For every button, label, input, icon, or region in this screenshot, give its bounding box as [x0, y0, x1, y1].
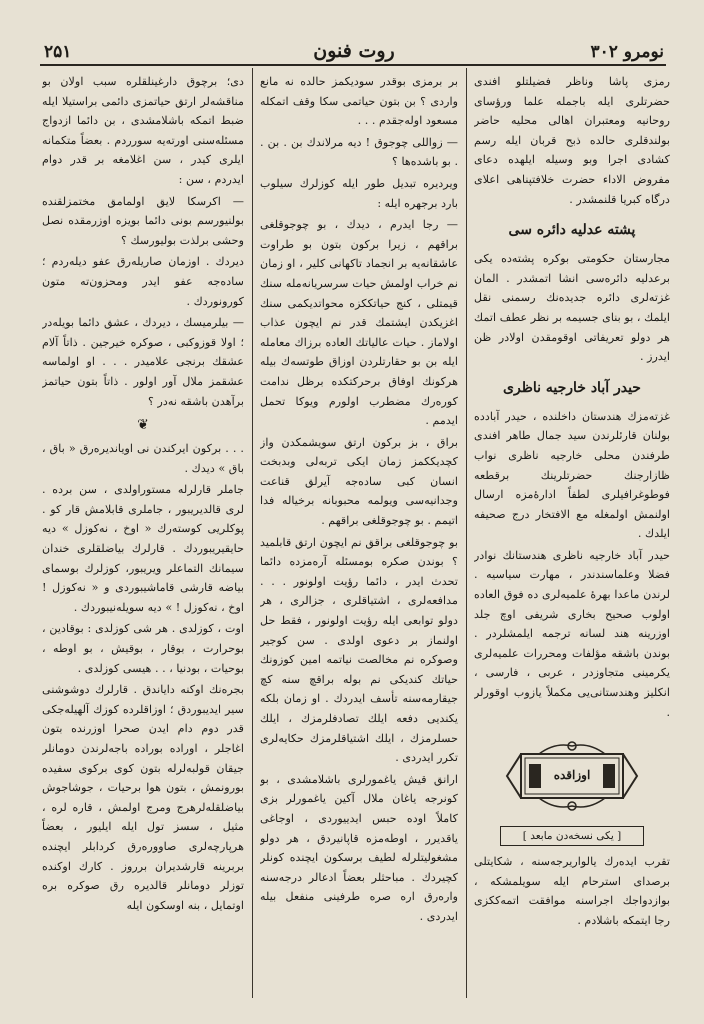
- column-right: [474, 72, 670, 1002]
- paragraph: . . . برکون ایرکندن نی اویاندیرەرق « باق ، باق » دیدك .: [42, 442, 244, 475]
- paragraph: بر برمزی بوقدر سودیکمز حالده نه مانع واردی ؟ بن بتون حیاتمی سکا وقف اتمکله مسعود اوله‌جقدم . . .: [260, 75, 458, 128]
- paragraph: — بیلرمیسك ، دیردك ، عشق دائما بویله‌در ؛ اولا قوزوکبی ، صوکره خیرجین . ذاتاً آلام عشقك برنجی علامیدر . . . او اولماسه عشقمز ملال آور اولور . ذاتاً بتون حیاتمز برآهدن باشقه نه‌در ؟: [42, 316, 244, 408]
- paragraph: مجارستان حکومتی بوکره پشته‌ده یکی برعدلیه دائره‌سی انشا اتمشدر . المان غزته‌لری دائره جدیده‌نك رسمنی نقل ایلمك ، بو بنای جسیمه بر نظر عطف اتمك هر دولو تعریفاتی اوقومقدن اولادر ظن ایدرز .: [474, 252, 670, 364]
- paragraph: ارانق قیش یاغمورلری باشلامشدی ، بو کونرجه یاغان ملال آکین یاغمورلر بزی کاملاً اوده حبس ایدییوردی ، اوجاغی یاقدیرر ، اوطه‌مزه قاپانیردق ، هر دولو مشغولیتلرله لطیف برسکون ایچنده کونلر کچیردك . مباحثلر بعضاً ادعالر درجه‌سنه وارەرق اره صره طرفینی منفعل بیله ایدردی .: [260, 772, 458, 923]
- paragraph: جاملر قارلرله مستوراولدی ، سن برده . لری قالدیریبور ، جاملری قابلامش قار کو . پوکلریی کوستەرك « اوخ ، نه‌کوزل » دیه حایقیریبوردك . قارلرك بیاضلقلری خندان سیمانك التماعلر ویریبور، کوزلرك بوسمای بیاضه قارشی قاماشیبوردی و « نه‌کوزل ! اوخ ، نه‌کوزل ! » دیه سویلەنیبوردك .: [42, 483, 244, 614]
- paragraph: غزته‌مزك هندستان داخلنده ، حیدر آبادده بولنان قارئلرندن سید جمال طاهر افندی طرفندن محلی خارجیه ناظری نواب ظازارجنك حضرتلرینك برقطعه فوطوغرافیلری لطفاً ادارهٔ‌مزه ارسال اولنمش اولمغله مع الافتخار درج صحیفه ایلدك .: [474, 409, 670, 541]
- section-heading: پشته عدلیه دائره سی: [508, 222, 636, 239]
- section-separator-icon: ❦: [137, 417, 149, 434]
- column-middle: [260, 72, 458, 1002]
- section-heading: حیدر آباد خارجیه ناظری: [503, 379, 641, 396]
- header-rule: [40, 64, 666, 66]
- paragraph: تقرب ایدەرك یالواریرجه‌سنه ، شكايتلى برصدای استرحام ایله سویلمشكه ، بوازدواجك اجراسنه موافقت اتمەككزی رجا ایتمكه باشلادم .: [474, 855, 670, 927]
- paragraph: رمزی پاشا وناظر فضیلتلو افندی حضرتلری ایله باجمله علما ورؤسای روحانیه ومعتبران اهالی محلیه حاضر بولندقلری حالده ذبح قربان ایله رسم کشادی اجرا وبو وسیله ایلهده دعای مفروض الاداء حضرت خلافتپناهی اعلای درگاه کبریا قلنمشدر .: [474, 75, 670, 206]
- page-number: ۲۵۱: [44, 42, 72, 62]
- paragraph: بجره‌نك اوکنه دایاندق . قارلرك دوشوشنی سیر ایدیبوردق ؛ اوزاقلرده کوزك آلهیلەجکی قدر دوم دام ایدن صحرا اوزرنده بتون اغاجلر ، اوراده بوراده باجه‌لرندن دومانلر جیقان قولبه‌لرله بتون کوی برکوی سفیده بورونمش ، بتون هوا برحیات ، جوشاجوش بیاضلقله‌لرهرج ومرج اولمش ، قاره لرە ، مثیل ، سسز تول ایله ایلیور ، بعضاً هر‌پارچه‌لری صاووره‌رق کردابلر ایچنده بربرینه قارشدیران برروز . کارك اوکنده توزلر دومانلر قالدیره رق صوکره بره اوتمایل ، بنه اوسکون ایله: [42, 683, 244, 912]
- paragraph: دیردك . اوزمان صاریلەرق عفو دیلەردم ؛ ساده‌جه عفو ایدر ومحزون‌ته متون کورونوردك .: [42, 255, 244, 308]
- issue-number: نومرو ۳۰۲: [590, 42, 664, 62]
- boxed-note: [ یکی نسخه‌دن مابعد ]: [500, 826, 644, 846]
- column-divider-right: [466, 68, 467, 998]
- paragraph: — زواللی چوجوق ! دیه مرلاندك بن . بن . . بو باشده‌ها ؟: [260, 135, 458, 169]
- paragraph: براق ، بز برکون ارتق سویشمکدن واز کچدیککمز زمان ایکی تربه‌لی وبدبخت انسان کبی ساده‌جه آیرلق قناعت وجدانیه‌سی ویولمه محبوبانه برخیاله فدا اتیمم . بو چوجوقلغی براقهم .: [260, 435, 458, 528]
- column-left: [42, 72, 244, 1002]
- publication-title: روت فنون: [313, 40, 395, 62]
- paragraph: — اکرسکا لایق اولمامق مختمزلقنده بولنیورسم بونی دائما بویزه اوزرمقده نصل وحشی برلذت بولیورسك ؟: [42, 194, 244, 247]
- ornament-title: اوزاقده: [553, 768, 591, 783]
- paragraph: بو چوجوقلغی براقق نم ایچون ارتق قابلمید ؟ بوندن صکره بومسئله آره‌مزده دائما تحدث ایدر ، دائما رؤیت اولونور . . . مدافعه‌لری ، اشتیاقلری ، جزالری ، هر دولو توابعی ایله رؤیت اولونور ، فقط حل اولنماز بر دعوی اولدی . سن کوجیر وصوکره نم مخالصت نیاتمه امین کوزونك حیاتك کندیکی نم بوله براقچ سنه کچ جیقارمه‌سنه تأسف ایدردك . او زمان بلکه یکندیی دفعه ایلك تصادفلرمزك ، ایلك حسلرمزك ، ایلك اشتیاقلرمزك حکایه‌لری تکرر ایدردی .: [260, 535, 458, 765]
- paragraph: دی؛ برچوق دارغینلقلره سبب اولان بو مناقشه‌لر ارتق حیاتمزی دائمی براستیلا ایله ضبط اتمکه باشلامشدی ، بن دائما ازدواج مسئله‌سنی اورته‌یه سورردم . بعضاً متکمانه ایلری کیدر ، سن اغلامغه بر قدر دوام ایدردم ، سن :: [42, 75, 244, 186]
- column-divider-left: [252, 68, 253, 998]
- ornamental-title-frame: [499, 736, 645, 816]
- paragraph: حیدر آباد خارجیه ناظری هندستانك نوادر فضلا وعلماسندندر ، مهارت سیاسیه . لرندن ماعدا بهرهٔ علمیه‌لری ده فوق العاده اولوب صحیح بخاری شریفی اوچ جلد اوزرینه هند لسانه ترجمه ایلمشلردر . بوندن باشقه مؤلفات ومحررات علمیه‌لری یکرمینی متجاوزدر ، عربی ، فارسی ، انکلیز وهندستانی‌یی مکملاً یازوب اوقورلر .: [474, 548, 670, 719]
- paragraph: اوت ، کوزلدی . هر شی کوزلدی : بوقادین ، بوحرارت ، بوقار ، بوقیش ، بو اوطه ، بوحیات ، بودنیا ، . . هیسی کوزلدی .: [42, 622, 244, 675]
- paragraph: ویردیره تبدیل طور ایله کوزلرك سیلوب بارد برجهره ایله :: [260, 176, 458, 210]
- paragraph: — رجا ایدرم ، دیدك ، بو چوجوقلغی براقهم ، زیرا برکون بتون بو طراوت عاشقانه‌یه بر انجماد تاکهانی کلیر ، او زمان نم خراب اولمش حیات سرسریانه‌مله سنك قیمتلی ، کنج حیاتککزه محواتدیکمی سنك اغزیکدن ایشتمك قدر نم ایچون عذاب اولاماز . حیات عالیاتك العاده برزاك معامله ایله بن بو حقارتلردن اوزاق طوتسه‌ك بیله هرکونك اوفاق برحرکتکده برظل ندامت کورەرك مضطرب اولورم ویوکا تحمل ایدمم .: [260, 218, 458, 428]
